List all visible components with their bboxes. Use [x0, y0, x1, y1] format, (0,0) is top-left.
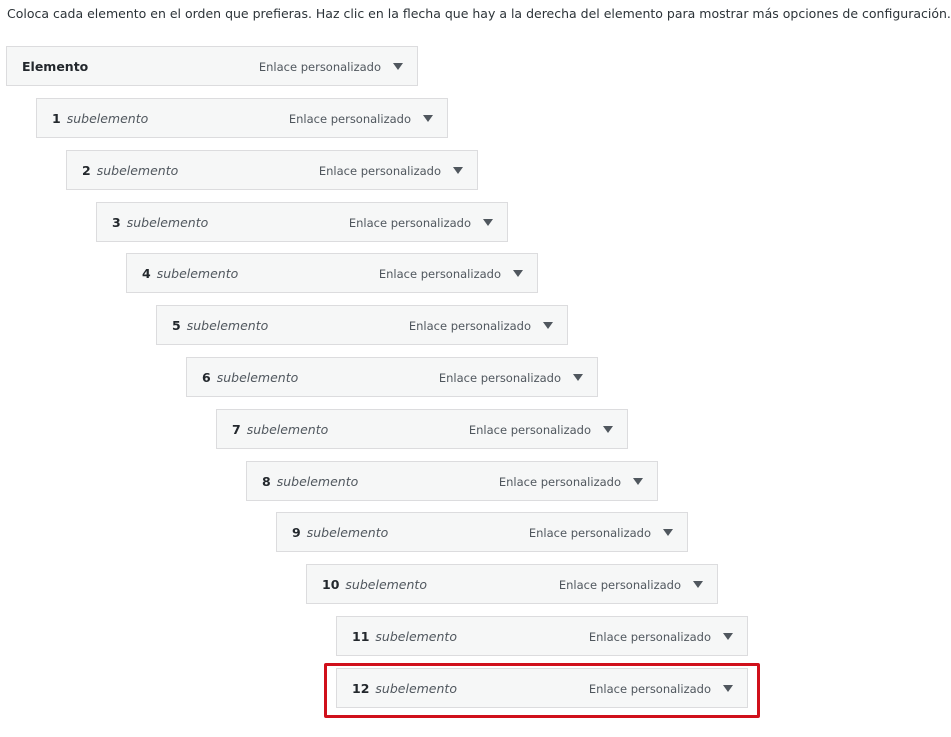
- menu-item-title: [52, 99, 148, 139]
- subitem-label: subelemento: [66, 111, 149, 126]
- menu-item-type: Enlace personalizado: [438, 371, 561, 385]
- menu-subitem[interactable]: [96, 202, 508, 242]
- triangle-down-icon: [393, 63, 403, 70]
- menu-subitem[interactable]: [186, 357, 598, 397]
- triangle-down-icon: [483, 219, 493, 226]
- subitem-label: subelemento: [96, 163, 179, 178]
- menu-item-type: Enlace personalizado: [498, 475, 621, 489]
- menu-item-type: Enlace personalizado: [468, 423, 591, 437]
- menu-item-title: [142, 254, 238, 294]
- triangle-down-icon: [633, 478, 643, 485]
- subitem-number: 6: [202, 370, 211, 385]
- item-toggle-button[interactable]: [535, 312, 561, 338]
- subitem-number: 8: [262, 474, 271, 489]
- subitem-label: subelemento: [126, 215, 209, 230]
- item-toggle-button[interactable]: [715, 623, 741, 649]
- subitem-number: 9: [292, 525, 301, 540]
- item-toggle-button[interactable]: [715, 675, 741, 701]
- item-toggle-button[interactable]: [565, 364, 591, 390]
- subitem-label: subelemento: [216, 370, 299, 385]
- subitem-number: 5: [172, 318, 181, 333]
- subitem-number: 12: [352, 681, 370, 696]
- item-toggle-button[interactable]: [415, 105, 441, 131]
- menu-item-title: [232, 410, 328, 450]
- triangle-down-icon: [723, 633, 733, 640]
- menu-item-type: Enlace personalizado: [288, 112, 411, 126]
- menu-item-type: Enlace personalizado: [348, 216, 471, 230]
- triangle-down-icon: [603, 426, 613, 433]
- menu-subitem[interactable]: [246, 461, 658, 501]
- menu-item-title: [82, 151, 178, 191]
- menu-item-title: [202, 358, 298, 398]
- menu-item-title: Elemento: [22, 59, 89, 74]
- subitem-label: subelemento: [345, 577, 427, 592]
- menu-instructions: Coloca cada elemento en el orden que prefieras. Haz clic en la flecha que hay a la derecha del elemento para mostrar más opciones de configuración.: [7, 6, 951, 21]
- menu-item-type: Enlace personalizado: [258, 60, 381, 74]
- triangle-down-icon: [573, 374, 583, 381]
- item-toggle-button[interactable]: [385, 53, 411, 79]
- menu-item-type: Enlace personalizado: [588, 682, 711, 696]
- triangle-down-icon: [453, 167, 463, 174]
- subitem-number: 4: [142, 266, 151, 281]
- menu-item-type: Enlace personalizado: [528, 526, 651, 540]
- menu-subitem[interactable]: [336, 616, 748, 656]
- item-toggle-button[interactable]: [475, 209, 501, 235]
- menu-item-title: [352, 669, 457, 709]
- item-toggle-button[interactable]: [655, 519, 681, 545]
- menu-subitem-highlighted[interactable]: [336, 668, 748, 708]
- menu-item-title: [262, 462, 358, 502]
- subitem-label: subelemento: [306, 525, 389, 540]
- menu-item-title: [322, 565, 427, 605]
- subitem-number: 7: [232, 422, 241, 437]
- item-toggle-button[interactable]: [445, 157, 471, 183]
- menu-subitem[interactable]: [36, 98, 448, 138]
- subitem-label: subelemento: [156, 266, 239, 281]
- triangle-down-icon: [543, 322, 553, 329]
- menu-item-title: [172, 306, 268, 346]
- triangle-down-icon: [663, 529, 673, 536]
- subitem-label: subelemento: [186, 318, 269, 333]
- menu-item-title: [112, 203, 208, 243]
- menu-subitem[interactable]: [306, 564, 718, 604]
- subitem-number: 2: [82, 163, 91, 178]
- triangle-down-icon: [423, 115, 433, 122]
- menu-item-title: [352, 617, 457, 657]
- menu-subitem[interactable]: [126, 253, 538, 293]
- triangle-down-icon: [693, 581, 703, 588]
- menu-item-type: Enlace personalizado: [378, 267, 501, 281]
- menu-item-type: Enlace personalizado: [318, 164, 441, 178]
- item-toggle-button[interactable]: [595, 416, 621, 442]
- subitem-number: 1: [52, 111, 61, 126]
- subitem-label: subelemento: [276, 474, 359, 489]
- menu-item-type: Enlace personalizado: [558, 578, 681, 592]
- subitem-number: 11: [352, 629, 370, 644]
- subitem-number: 3: [112, 215, 121, 230]
- item-toggle-button[interactable]: [505, 260, 531, 286]
- subitem-label: subelemento: [246, 422, 329, 437]
- subitem-number: 10: [322, 577, 340, 592]
- menu-subitem[interactable]: [216, 409, 628, 449]
- item-toggle-button[interactable]: [685, 571, 711, 597]
- menu-item-top[interactable]: [6, 46, 418, 86]
- triangle-down-icon: [723, 685, 733, 692]
- menu-item-type: Enlace personalizado: [408, 319, 531, 333]
- menu-subitem[interactable]: [156, 305, 568, 345]
- menu-item-title: [292, 513, 388, 553]
- subitem-label: subelemento: [375, 681, 457, 696]
- subitem-label: subelemento: [375, 629, 457, 644]
- menu-subitem[interactable]: [66, 150, 478, 190]
- menu-subitem[interactable]: [276, 512, 688, 552]
- menu-item-type: Enlace personalizado: [588, 630, 711, 644]
- item-toggle-button[interactable]: [625, 468, 651, 494]
- triangle-down-icon: [513, 270, 523, 277]
